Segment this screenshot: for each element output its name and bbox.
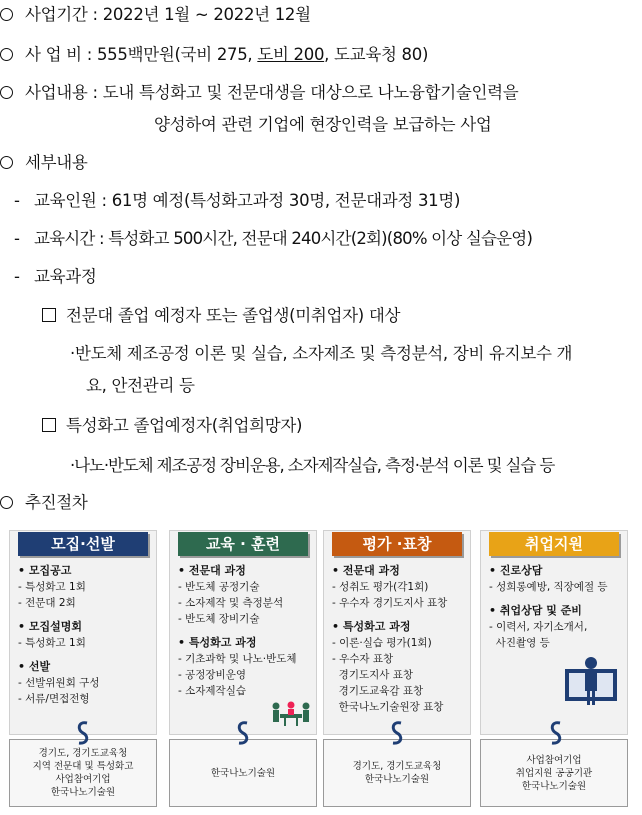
- details-line: [0, 152, 88, 174]
- process-column: [9, 530, 157, 735]
- s-connector-icon: [549, 720, 563, 746]
- footer-line: 사업참여기업: [526, 754, 582, 766]
- process-item: - 우수자 경기도지사 표창: [332, 597, 448, 609]
- process-item: - 이력서, 자기소개서,: [489, 621, 588, 633]
- process-column-body: [489, 563, 623, 651]
- process-item: - 소자제작실습: [178, 685, 246, 697]
- process-column-body: [332, 563, 466, 715]
- process-item: 경기도지사 표창: [332, 669, 414, 681]
- process-item-heading: • 모집공고: [18, 564, 72, 577]
- people-meeting-icon: [270, 700, 312, 728]
- trainees-text: 교육인원 : 61명 예정(특성화고과정 30명, 전문대과정 31명): [34, 191, 461, 210]
- process-column-title: 평가 ·표창: [332, 532, 462, 556]
- budget-value-part2: , 도교육청 80): [324, 45, 429, 64]
- process-item-heading: • 진로상담: [489, 564, 543, 577]
- process-item-heading: • 특성화고 과정: [332, 620, 411, 633]
- process-item-heading: • 취업상담 및 준비: [489, 604, 582, 617]
- process-column-footer: [323, 739, 471, 807]
- course2-line: [42, 415, 302, 437]
- course2-text: 특성화고 졸업예정자(취업희망자): [66, 416, 303, 435]
- process-item-heading: • 특성화고 과정: [178, 636, 257, 649]
- course-line: - 교육과정: [14, 267, 97, 286]
- budget-line: [0, 44, 428, 66]
- hours-line: - 교육시간 : 특성화고 500시간, 전문대 240시간(2회)(80% 이상 실습운영): [14, 229, 533, 248]
- footer-line: 경기도, 경기도교육청: [352, 761, 442, 772]
- course1-text: 전문대 졸업 예정자 또는 졸업생(미취업자) 대상: [66, 306, 401, 325]
- process-item: - 성희롱예방, 직장예절 등: [489, 581, 608, 593]
- s-connector-icon: [76, 720, 90, 746]
- square-bullet-icon: [42, 308, 56, 322]
- process-item: - 이론·실습 평가(1회): [332, 637, 432, 649]
- content-value-cont: 양성하여 관련 기업에 현장인력을 보급하는 사업: [154, 115, 492, 134]
- footer-line: 사업참여기업: [55, 774, 111, 785]
- budget-label: 사 업 비: [25, 45, 82, 64]
- footer-line: 한국나노기술원: [521, 780, 587, 792]
- process-item: - 공정장비운영: [178, 669, 246, 681]
- process-item-heading: • 전문대 과정: [178, 564, 246, 577]
- footer-line: 한국나노기술원: [364, 774, 430, 785]
- presenter-board-icon: [563, 655, 619, 707]
- process-item: - 성취도 평가(각1회): [332, 581, 429, 593]
- square-bullet-icon: [42, 418, 56, 432]
- circle-bullet-icon: [0, 156, 13, 169]
- process-column-title: 취업지원: [489, 532, 619, 556]
- process-label: 추진절차: [25, 493, 88, 512]
- circle-bullet-icon: [0, 8, 13, 21]
- process-item: - 기초과학 및 나노·반도체: [178, 653, 297, 665]
- process-column-footer: [480, 739, 628, 807]
- trainees-line: - 교육인원 : 61명 예정(특성화고과정 30명, 전문대과정 31명): [14, 191, 461, 210]
- course1-line: [42, 305, 400, 327]
- process-item: - 특성화고 1회: [18, 581, 86, 593]
- process-item: - 전문대 2회: [18, 597, 76, 609]
- process-column-title: 모집·선발: [18, 532, 148, 556]
- footer-line: 한국나노기술원: [210, 767, 276, 779]
- content-line: [0, 82, 518, 104]
- process-column: [323, 530, 471, 735]
- course-label: 교육과정: [34, 267, 97, 286]
- content-value: : 도내 특성화고 및 전문대생을 대상으로 나노융합기술인력을: [92, 83, 519, 102]
- process-column-body: [178, 563, 312, 699]
- process-item-heading: • 선발: [18, 660, 51, 673]
- process-item-heading: • 전문대 과정: [332, 564, 400, 577]
- period-value: : 2022년 1월 ~ 2022년 12월: [92, 5, 311, 24]
- process-item: - 반도체 공정기술: [178, 581, 260, 593]
- process-item: - 선발위원회 구성: [18, 677, 100, 689]
- process-column-title: 교육 · 훈련: [178, 532, 308, 556]
- footer-line: 한국나노기술원: [50, 787, 116, 798]
- process-column-body: [18, 563, 152, 707]
- process-column-footer: [9, 739, 157, 807]
- course1-desc-cont: 요, 안전관리 등: [86, 376, 195, 395]
- process-item: 사진촬영 등: [489, 637, 550, 649]
- process-item: - 서류/면접전형: [18, 693, 90, 705]
- process-item: 한국나노기술원장 표창: [332, 701, 444, 713]
- budget-value-part1: : 555백만원(국비 275,: [86, 45, 258, 64]
- course2-desc: ·나노·반도체 제조공정 장비운용, 소자제작실습, 측정·분석 이론 및 실습 등: [70, 456, 555, 475]
- period-line: [0, 4, 311, 26]
- process-item: - 우수자 표창: [332, 653, 394, 665]
- process-item: - 소자제작 및 측정분석: [178, 597, 284, 609]
- process-item-heading: • 모집설명회: [18, 620, 82, 633]
- hours-text: 교육시간 : 특성화고 500시간, 전문대 240시간(2회)(80% 이상 실습운영): [34, 229, 533, 248]
- circle-bullet-icon: [0, 48, 13, 61]
- budget-value-underlined: 도비 200: [257, 45, 325, 64]
- footer-line: 취업지원 공공기관: [515, 767, 593, 779]
- process-item: 경기도교육감 표창: [332, 685, 424, 697]
- process-line: [0, 492, 88, 514]
- s-connector-icon: [390, 720, 404, 746]
- circle-bullet-icon: [0, 496, 13, 509]
- process-item: - 특성화고 1회: [18, 637, 86, 649]
- circle-bullet-icon: [0, 86, 13, 99]
- footer-line: 경기도, 경기도교육청: [38, 748, 128, 759]
- s-connector-icon: [236, 720, 250, 746]
- process-column-footer: [169, 739, 317, 807]
- period-label: 사업기간: [25, 5, 88, 24]
- footer-line: 지역 전문대 및 특성화고: [32, 761, 134, 772]
- details-label: 세부내용: [25, 153, 88, 172]
- course1-desc: ·반도체 제조공정 이론 및 실습, 소자제조 및 측정분석, 장비 유지보수 개: [70, 344, 573, 363]
- content-label: 사업내용: [25, 83, 88, 102]
- process-item: - 반도체 장비기술: [178, 613, 260, 625]
